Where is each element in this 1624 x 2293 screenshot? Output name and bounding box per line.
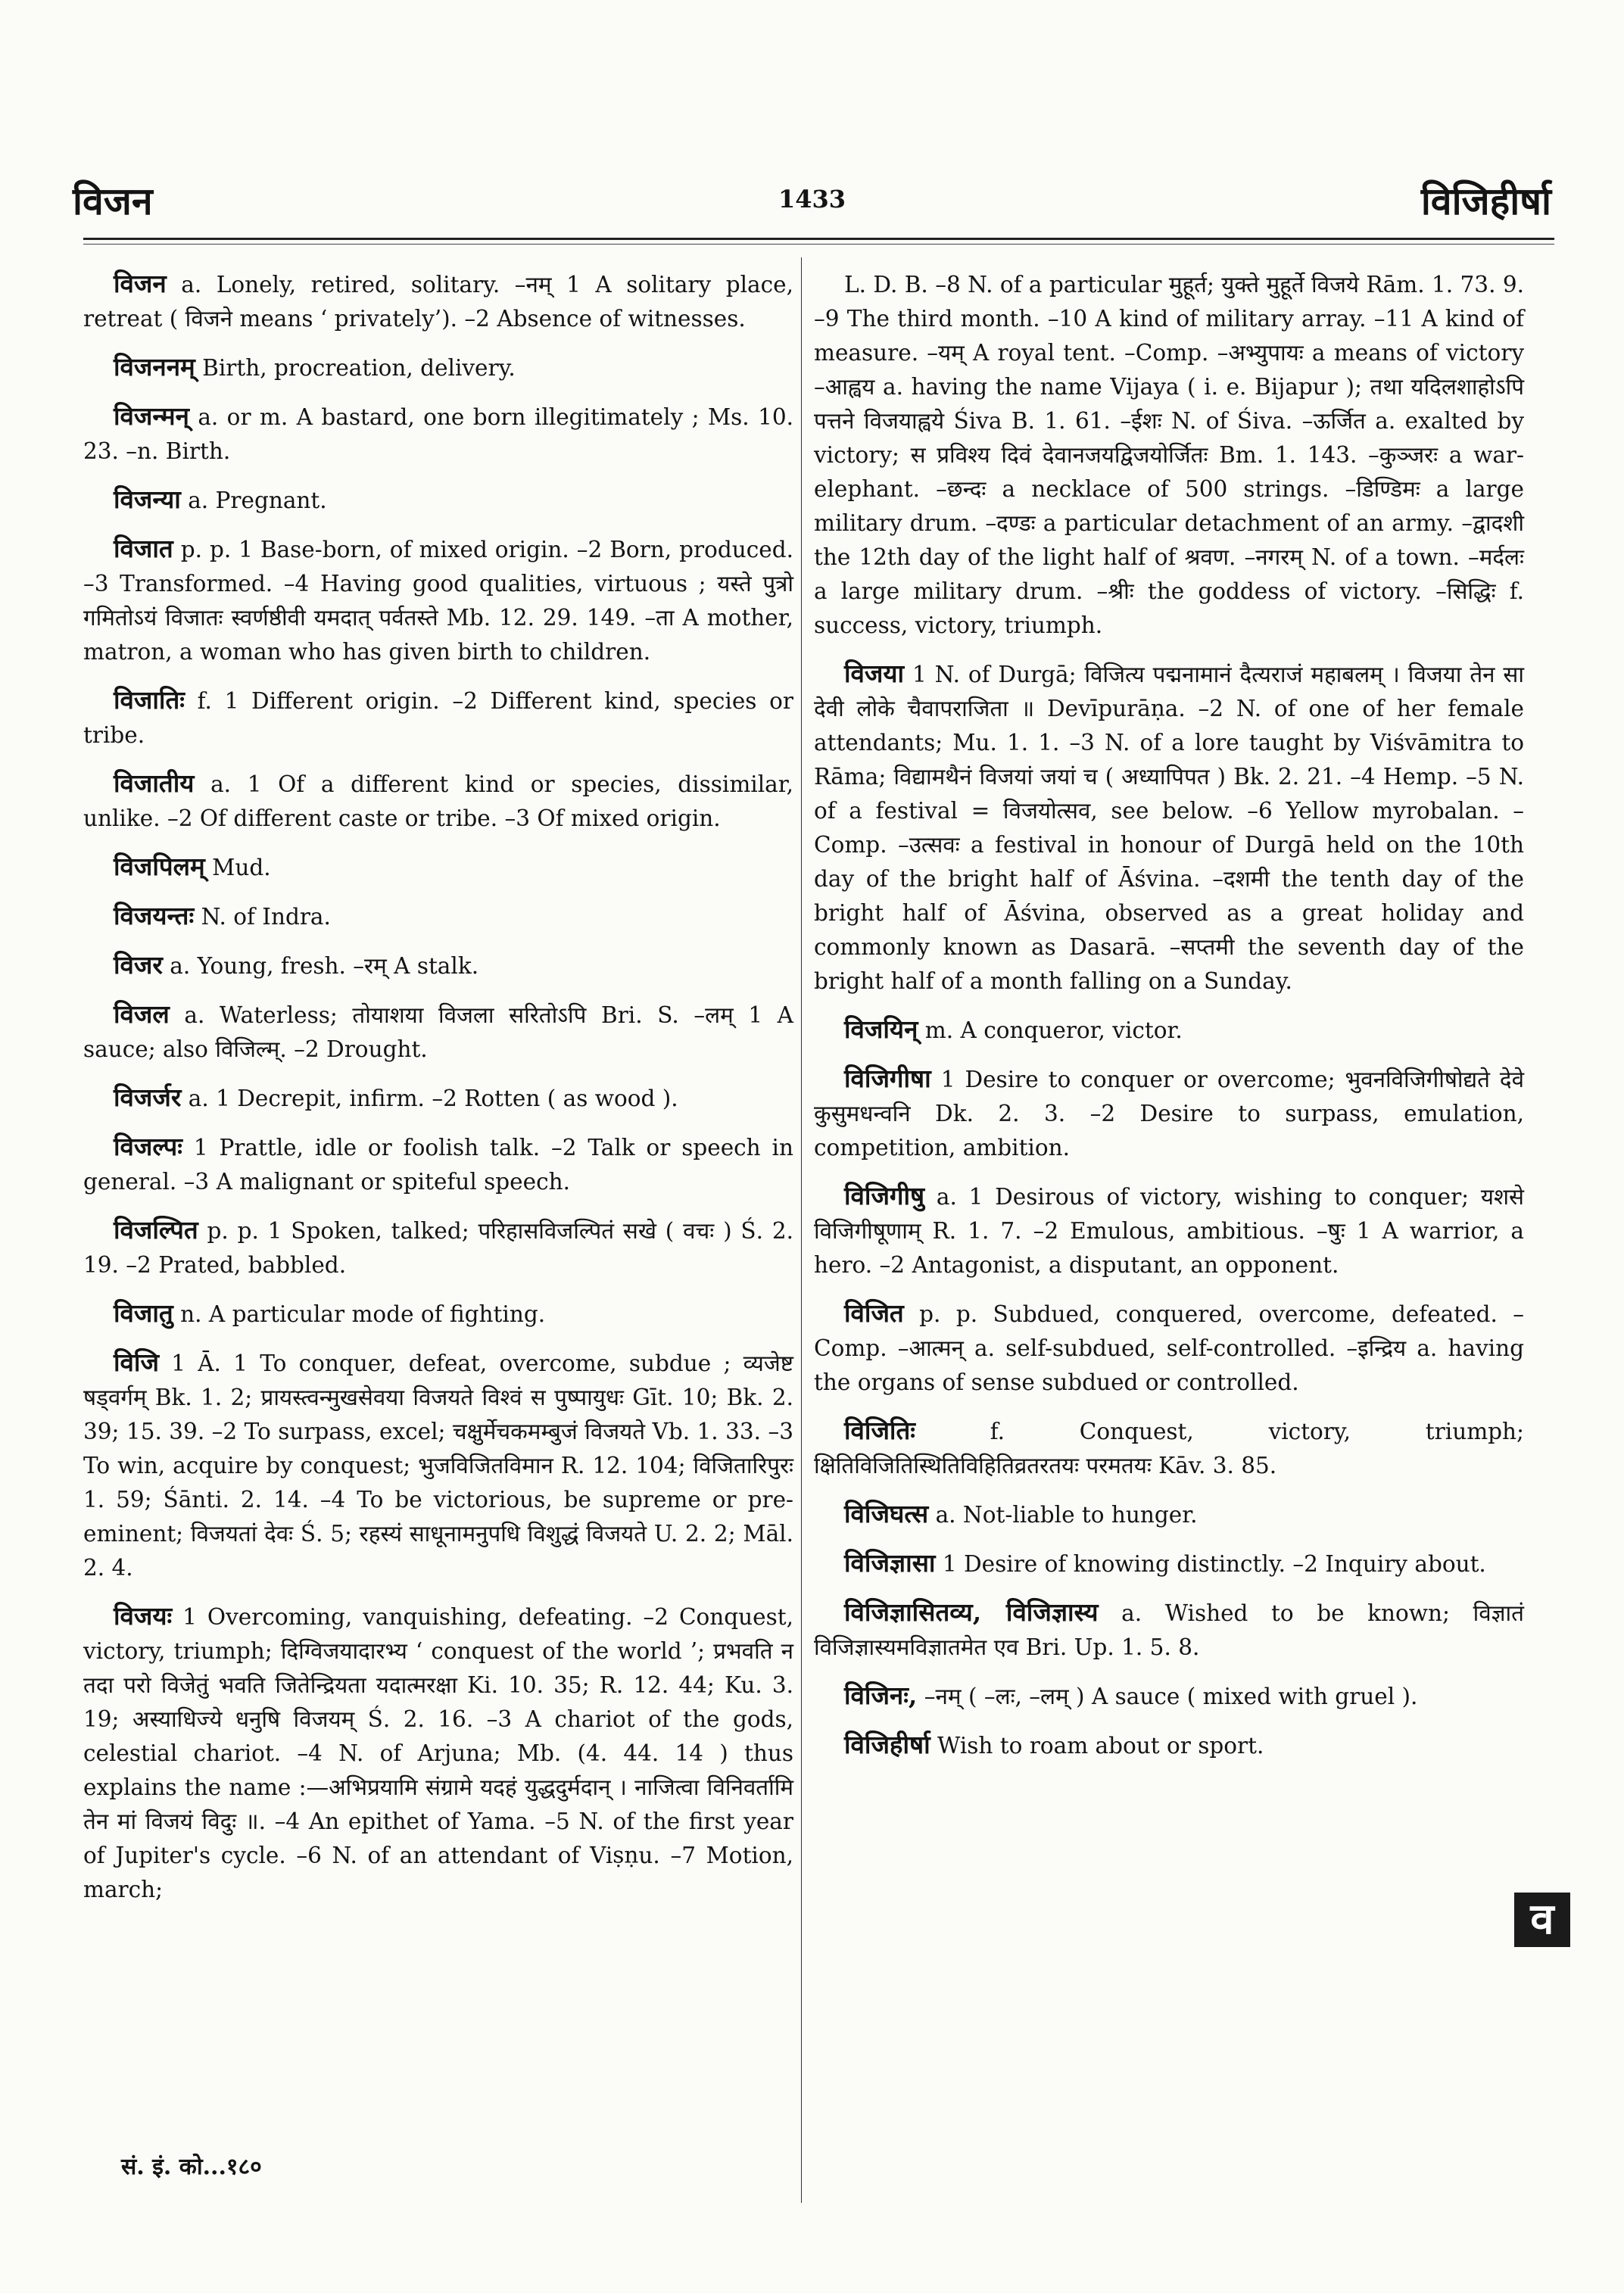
right-column [814, 266, 1524, 1777]
dictionary-entry [814, 1728, 1524, 1763]
entry-definition: 1 Overcoming, vanquishing, defeating. –2 Conquest, victory, triumph; दिग्विजयादारभ्य ‘ conquest of the world ’; प्रभवति न तदा परो विजेतुं भवति जितेन्द्रियता यदात्मरक्षा Ki. 10. 35; R. 12. 44; Ku. 3. 19; अस्याधिज्ये धनुषि विजयम् Ś. 2. 16. –3 A chariot of the gods, celestial chariot. –4 N. of Arjuna; Mb. (4. 44. 14 ) thus explains the name :—अभिप्रयामि संग्रामे यदहं युद्धदुर्मदान् । नाजित्वा विनिवर्तामि तेन मां विजयं विदुः ॥. –4 An epithet of Yama. –5 N. of the first year of Jupiter's cycle. –6 N. of an attendant of Viṣṇu. –7 Motion, march; [83, 1604, 793, 1902]
entry-definition: Mud. [212, 855, 271, 880]
entry-headword: विजयः [114, 1601, 173, 1631]
column-divider [801, 257, 802, 2203]
entry-definition: 1 Desire of knowing distinctly. –2 Inquiry about. [942, 1551, 1486, 1577]
dictionary-entry [83, 1080, 793, 1116]
entry-headword: विजातु [114, 1298, 173, 1328]
entry-definition: 1 Ā. 1 To conquer, defeat, overcome, subdue ; व्यजेष्ट षड्वर्गम् Bk. 1. 2; प्रायस्त्वन्मुखसेवया विजयते विश्वं स पुष्पायुधः Gīt. 10; Bk. 2. 39; 15. 39. –2 To surpass, excel; चक्षुर्मेचकमम्बुजं विजयते Vb. 1. 33. –3 To win, acquire by conquest; भुजविजितविमान R. 12. 104; विजितारिपुरः 1. 59; Śānti. 2. 14. –4 To be victorious, be supreme or pre-eminent; विजयतां देवः Ś. 5; रहस्यं साधूनामनुपधि विशुद्धं विजयते U. 2. 2; Māl. 2. 4. [83, 1351, 793, 1581]
entry-definition: a. Waterless; तोयाशया विजला सरितोऽपि Bri. S. –लम् 1 A sauce; also विजिल्म्. –2 Drought. [83, 1002, 793, 1062]
dictionary-entry [83, 683, 793, 752]
dictionary-entry [83, 266, 793, 336]
entry-headword: विजननम् [114, 352, 195, 382]
dictionary-entry [83, 1296, 793, 1332]
entry-headword: विजिहीर्षा [844, 1730, 930, 1759]
entry-definition: f. Conquest, victory, triumph; क्षितिविजितिस्थितिविहितिव्रतरतयः परमतयः Kāv. 3. 85. [814, 1419, 1524, 1478]
entry-headword: विजिज्ञासा [844, 1548, 936, 1578]
entry-headword: विजिनः, [844, 1681, 918, 1710]
dictionary-entry [83, 350, 793, 385]
entry-definition: Birth, procreation, delivery. [202, 355, 516, 381]
dictionary-entry [83, 948, 793, 983]
entry-headword: विजिज्ञासितव्य, विजिज्ञास्य [844, 1597, 1099, 1627]
entry-headword: विजि [114, 1347, 159, 1377]
dictionary-entry [814, 1061, 1524, 1165]
dictionary-entry [83, 531, 793, 669]
dictionary-entry [814, 1413, 1524, 1483]
entry-definition: 1 Prattle, idle or foolish talk. –2 Talk or speech in general. –3 A malignant or spiteful speech. [83, 1135, 793, 1195]
left-column [83, 266, 793, 1921]
entry-definition: a. 1 Desirous of victory, wishing to conquer; यशसे विजिगीषूणाम् R. 1. 7. –2 Emulous, ambitious. –षुः 1 A warrior, a hero. –2 Antagonist, a disputant, an opponent. [814, 1184, 1524, 1278]
left-guide-word: विजन [73, 179, 153, 223]
entry-definition: p. p. 1 Spoken, talked; परिहासविजल्पितं सखे ( वचः ) Ś. 2. 19. –2 Prated, babbled. [83, 1218, 793, 1278]
dictionary-entry [83, 849, 793, 885]
entry-definition: a. Young, fresh. –रम् A stalk. [170, 953, 479, 979]
entry-definition: f. 1 Different origin. –2 Different kind, species or tribe. [83, 688, 793, 748]
entry-definition: 1 N. of Durgā; विजित्य पद्मनामानं दैत्यराजं महाबलम् । विजया तेन सा देवी लोके चैवापराजिता ॥ Devīpurāṇa. –2 N. of one of her female attendants; Mu. 1. 1. –3 N. of a lore taught by Viśvāmitra to Rāma; विद्यामथैनं विजयां जयां च ( अध्यापिपत ) Bk. 2. 21. –4 Hemp. –5 N. of a festival = विजयोत्सव, see below. –6 Yellow myrobalan. –Comp. –उत्सवः a festival in honour of Durgā held on the 10th day of the bright half of Āśvina. –दशमी the tenth day of the bright half of Āśvina, observed as a great holiday and commonly known as Dasarā. –सप्तमी the seventh day of the bright half of a month falling on a Sunday. [814, 662, 1524, 994]
dictionary-entry [814, 1546, 1524, 1581]
entry-headword: विजल्पः [114, 1132, 182, 1161]
entry-headword: विजपिलम् [114, 852, 205, 881]
dictionary-entry [814, 1497, 1524, 1532]
entry-definition: p. p. Subdued, conquered, overcome, defeated. –Comp. –आत्मन् a. self-subdued, self-controlled. –इन्द्रिय a. having the organs of sense subdued or controlled. [814, 1301, 1524, 1395]
right-guide-word: विजिहीर्षा [1420, 179, 1551, 223]
dictionary-entry [83, 1213, 793, 1282]
dictionary-entry [814, 266, 1524, 643]
entry-headword: विजर [114, 950, 163, 980]
entry-headword: विजन्मन् [114, 401, 189, 431]
entry-headword: विजित [844, 1298, 904, 1328]
dictionary-entry [83, 1345, 793, 1585]
entry-definition: a. or m. A bastard, one born illegitimately ; Ms. 10. 23. –n. Birth. [83, 404, 793, 464]
entry-headword: विजयिन् [844, 1014, 918, 1044]
entry-headword: विजर्जर [114, 1083, 182, 1112]
dictionary-entry [814, 1179, 1524, 1282]
dictionary-entry [83, 766, 793, 836]
thumb-index-tab: व [1514, 1893, 1570, 1947]
entry-definition: p. p. 1 Base-born, of mixed origin. –2 Born, produced. –3 Transformed. –4 Having good qualities, virtuous ; यस्ते पुत्रो गमितोऽयं विजातः स्वर्णष्ठीवी यमदात् पर्वतस्ते Mb. 12. 29. 149. –ता A mother, matron, a woman who has given birth to children. [83, 537, 793, 665]
entry-definition: a. 1 Decrepit, infirm. –2 Rotten ( as wood ). [188, 1086, 678, 1111]
dictionary-entry [814, 1595, 1524, 1665]
entry-headword: विजयन्तः [114, 901, 195, 930]
entry-headword: विजया [844, 659, 905, 688]
entry-definition: a. Lonely, retired, solitary. –नम् 1 A solitary place, retreat ( विजने means ‘ privately’). –2 Absence of witnesses. [83, 272, 793, 332]
dictionary-entry [83, 399, 793, 469]
entry-definition: N. of Indra. [201, 904, 331, 930]
entry-definition: a. Not-liable to hunger. [935, 1502, 1198, 1528]
entry-definition: Wish to roam about or sport. [937, 1733, 1264, 1759]
dictionary-entry [83, 899, 793, 934]
running-head [73, 174, 1551, 235]
entry-headword: विजल [114, 999, 170, 1029]
entry-headword: विजातीय [114, 768, 195, 798]
entry-definition: 1 Desire to conquer or overcome; भुवनविजिगीषोद्यते देवे कुसुमधन्वनि Dk. 2. 3. –2 Desire to surpass, emulation, competition, ambition. [814, 1067, 1524, 1161]
dictionary-entry [83, 1599, 793, 1907]
dictionary-entry [814, 1012, 1524, 1048]
dictionary-entry [83, 482, 793, 518]
entry-headword: विजन्या [114, 484, 181, 514]
header-rule-thin [83, 244, 1554, 245]
entry-headword: विजन [114, 269, 167, 298]
entry-headword: विजात [114, 534, 173, 563]
signature-mark: सं. इं. को...१८० [121, 2154, 262, 2180]
entry-headword: विजिघत्स [844, 1499, 929, 1528]
header-rule [83, 238, 1554, 240]
entry-definition: a. Wished to be known; विज्ञातं विजिज्ञास्यमविज्ञातमेत एव Bri. Up. 1. 5. 8. [814, 1600, 1524, 1660]
dictionary-entry [814, 656, 1524, 999]
entry-definition: m. A conqueror, victor. [924, 1017, 1183, 1043]
entry-definition: L. D. B. –8 N. of a particular मुहूर्त; युक्ते मुहूर्ते विजये Rām. 1. 73. 9. –9 The third month. –10 A kind of military array. –11 A kind of measure. –यम् A royal tent. –Comp. –अभ्युपायः a means of victory –आह्वय a. having the name Vijaya ( i. e. Bijapur ); तथा यदिलशाहोऽपि पत्तने विजयाह्वये Śiva B. 1. 61. –ईशः N. of Śiva. –ऊर्जित a. exalted by victory; स प्रविश्य दिवं देवानजयद्विजयोर्जितः Bm. 1. 143. –कुञ्जरः a war-elephant. –छन्दः a necklace of 500 strings. –डिण्डिमः a large military drum. –दण्डः a particular detachment of an army. –द्वादशी the 12th day of the light half of श्रवण. –नगरम् N. of a town. –मर्दलः a large military drum. –श्रीः the goddess of victory. –सिद्धिः f. success, victory, triumph. [814, 272, 1524, 638]
entry-definition: n. A particular mode of fighting. [180, 1301, 546, 1327]
entry-definition: a. 1 Of a different kind or species, dissimilar, unlike. –2 Of different caste or tribe. –3 Of mixed origin. [83, 771, 793, 831]
dictionary-entry [814, 1296, 1524, 1400]
entry-definition: –नम् ( –लः, –लम् ) A sauce ( mixed with gruel ). [924, 1684, 1418, 1709]
dictionary-entry [83, 997, 793, 1067]
entry-headword: विजिगीषा [844, 1064, 931, 1093]
entry-definition: a. Pregnant. [188, 488, 327, 513]
dictionary-entry [814, 1678, 1524, 1714]
entry-headword: विजल्पित [114, 1215, 198, 1245]
entry-headword: विजातिः [114, 685, 185, 715]
entry-headword: विजिगीषु [844, 1181, 925, 1210]
page-number: 1433 [778, 185, 846, 213]
entry-headword: विजितिः [844, 1416, 915, 1445]
dictionary-entry [83, 1129, 793, 1199]
